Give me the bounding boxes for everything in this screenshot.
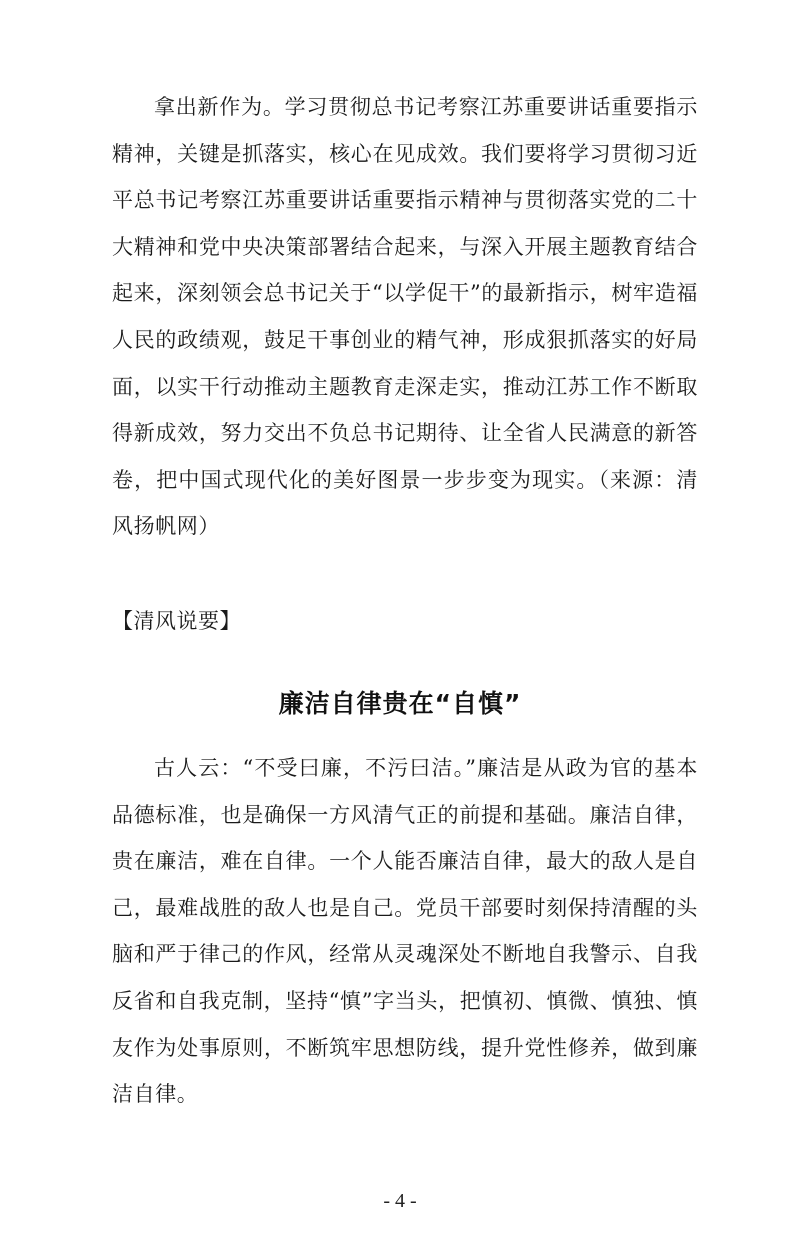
body-paragraph-2: 古人云：“不受曰廉，不污曰洁。”廉洁是从政为官的基本品德标准，也是确保一方风清气正的前提和基础。廉洁自律，贵在廉洁，难在自律。一个人能否廉洁自律，最大的敌人是自己，最难战胜的敌人也是自己。党员干部要时刻保持清醒的头脑和严于律己的作风，经常从灵魂深处不断地自我警示、自我反省和自我克制，坚持“慎”字当头，把慎初、慎微、慎独、慎友作为处事原则，不断筑牢思想防线，提升党性修养，做到廉洁自律。: [112, 756, 698, 1107]
page-number: - 4 -: [383, 1190, 417, 1212]
section-label: 【清风说要】: [112, 609, 241, 633]
body-paragraph-1: 拿出新作为。学习贯彻总书记考察江苏重要讲话重要指示精神，关键是抓落实，核心在见成效。我们要将学习贯彻习近平总书记考察江苏重要讲话重要指示精神与贯彻落实党的二十大精神和党中央决策部署结合起来，与深入开展主题教育结合起来，深刻领会总书记关于“以学促干”的最新指示，树牢造福人民的政绩观，鼓足干事创业的精气神，形成狠抓落实的好局面，以实干行动推动主题教育走深走实，推动江苏工作不断取得新成效，努力交出不负总书记期待、让全省人民满意的新答卷，把中国式现代化的美好图景一步步变为现实。（来源：清风扬帆网）: [112, 95, 698, 539]
article-title: 廉洁自律贵在“自慎”: [278, 689, 522, 718]
